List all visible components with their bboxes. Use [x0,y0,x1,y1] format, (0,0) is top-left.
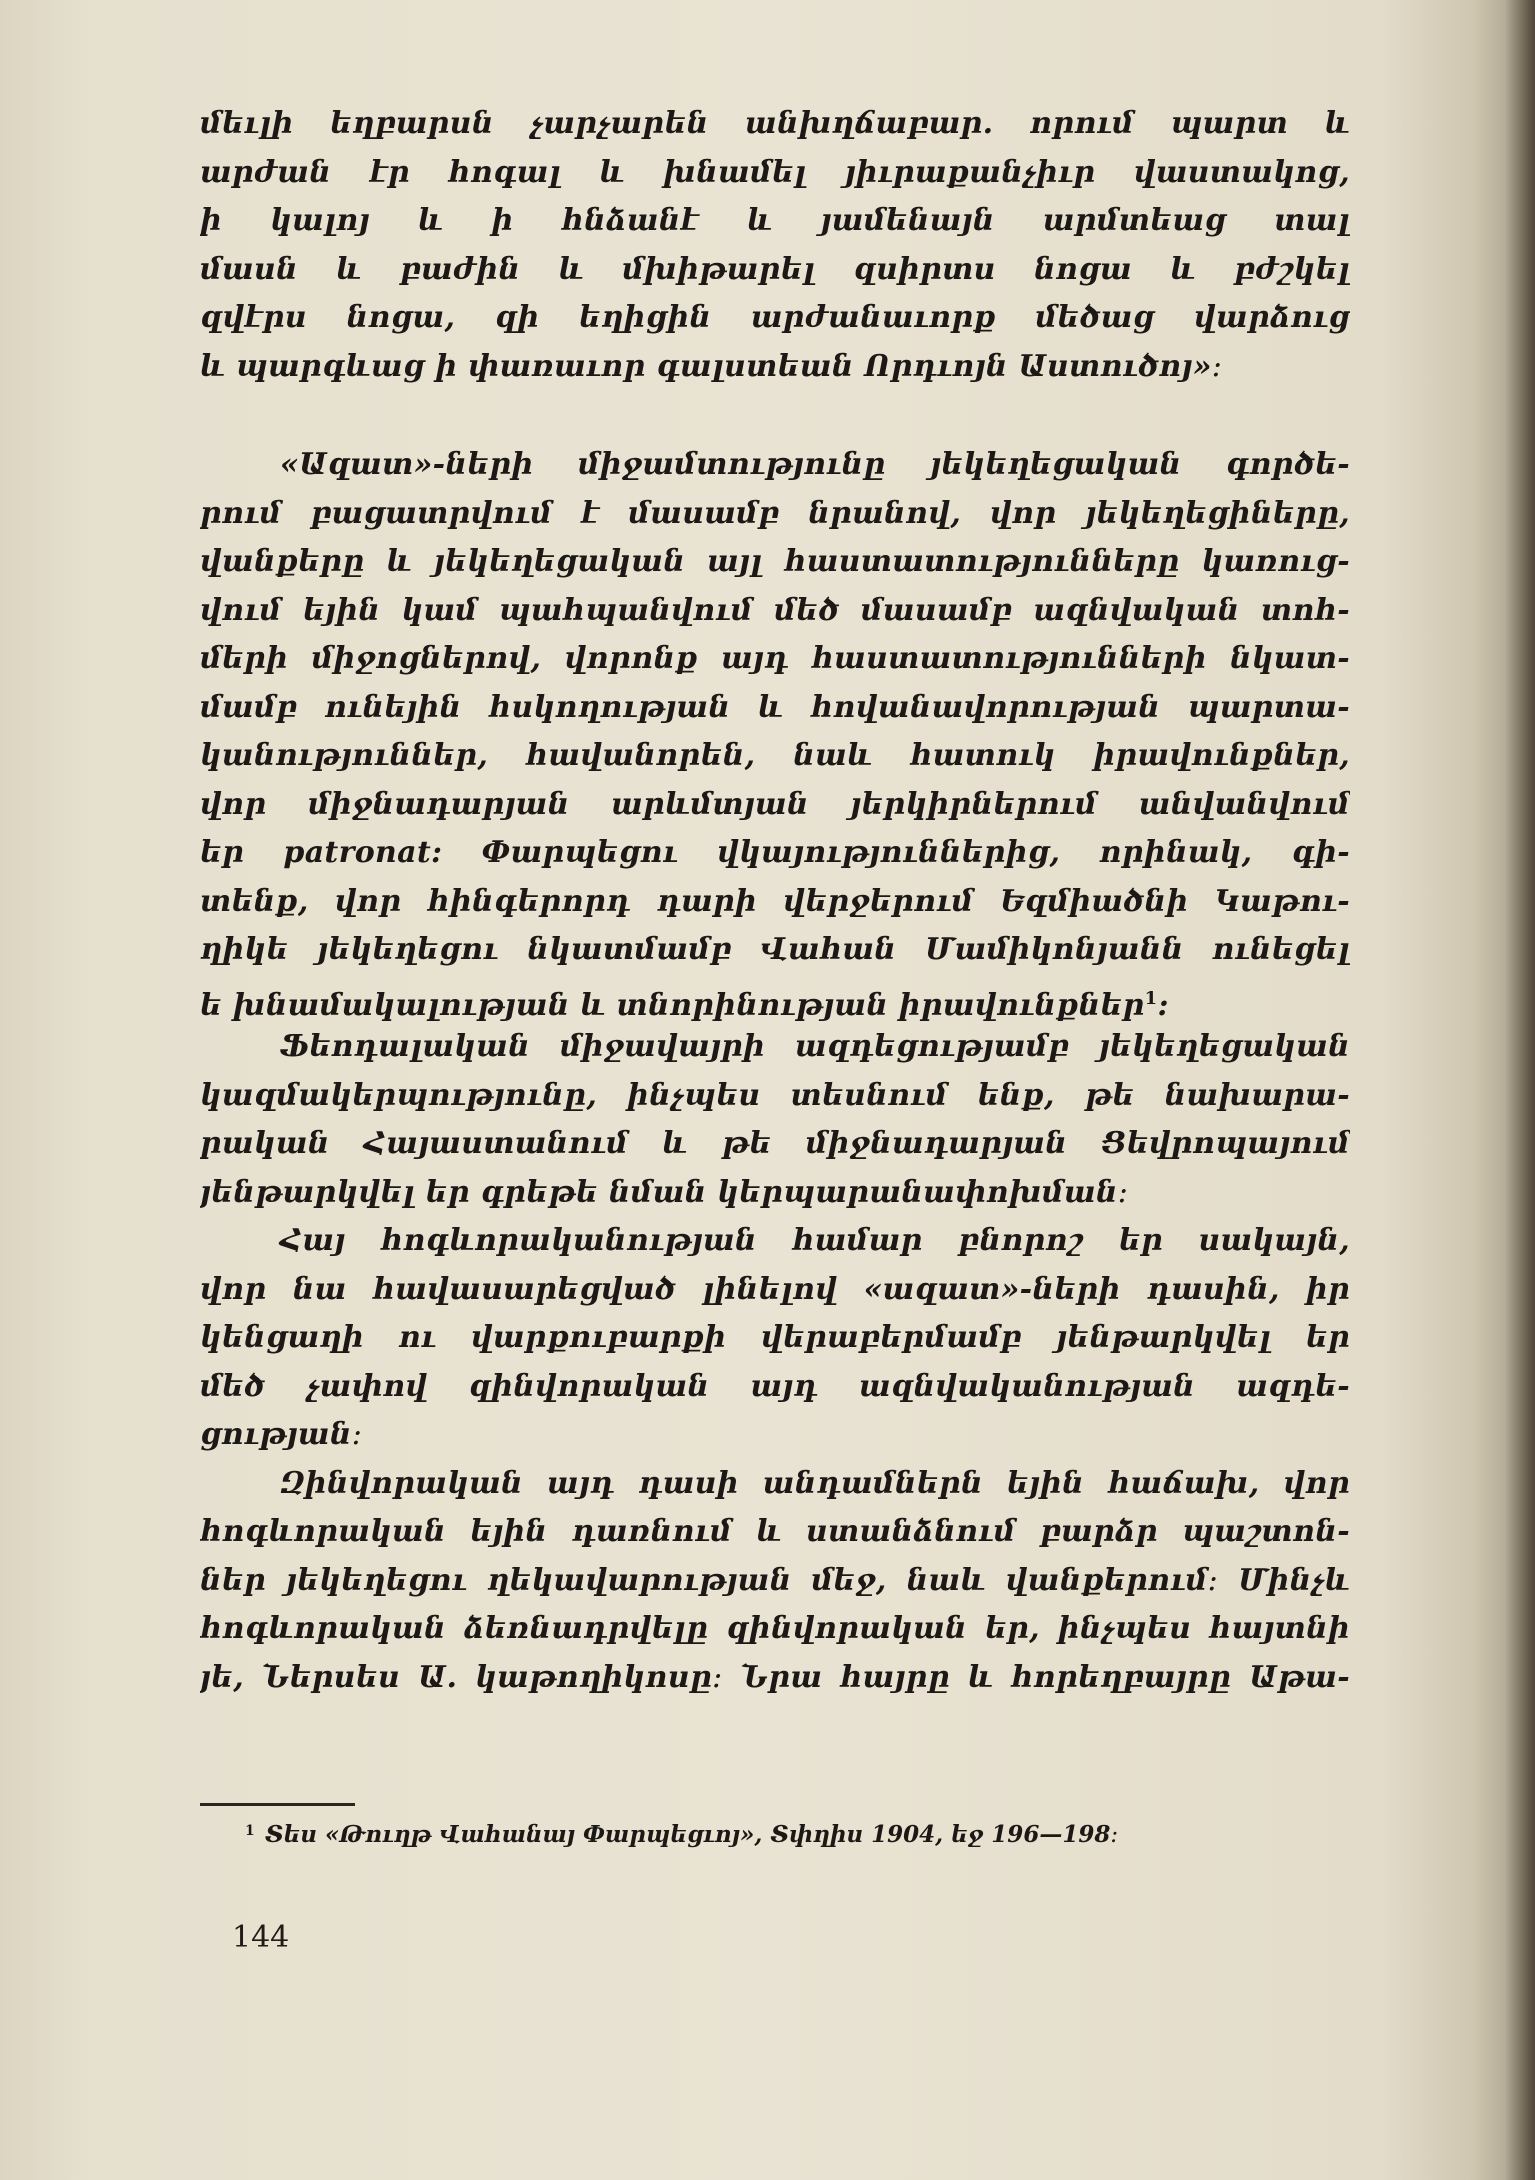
text-line: մերի միջոցներով, վորոնք այդ հաստատությունների նկատ- [200,641,1350,676]
text-line: մեւլի եղբարսն չարչարեն անխղճաբար. որում պարտ և [200,106,1350,141]
text-line: կենցաղի ու վարքուբարքի վերաբերմամբ յենթարկվել եր [200,1320,1350,1355]
text-line: ցության։ [200,1417,363,1452]
text-line: ղիկե յեկեղեցու նկատմամբ Վահան Մամիկոնյանն ունեցել [200,932,1350,967]
paragraph-azat-intervention [200,441,1350,1023]
text-line: արժան էր հոգալ և խնամել յիւրաքանչիւր վաստակոց, [200,154,1350,190]
paragraph-quote-end [200,100,1350,391]
paragraph-gap [200,391,1350,441]
text-line: կանություններ, հավանորեն, նաև հատուկ իրավունքներ, [200,738,1350,773]
text-line: եր patronat: Փարպեցու վկայություններից, որինակ, գի- [200,835,1350,870]
footnote-text: Տես «Թուղթ Վահանայ Փարպեցւոյ», Տփղիս 1904, եջ 196—198։ [265,1821,1119,1848]
page-number: 144 [232,1920,290,1955]
text-line: հոգևորական եյին դառնում և ստանձնում բարձր պաշտոն- [200,1514,1350,1549]
paragraph-feudal-environment [200,1023,1350,1217]
text-line: մեծ չափով զինվորական այդ ազնվականության ազդե- [200,1368,1350,1404]
text-line: Զինվորական այդ դասի անդամներն եյին հաճախ, վոր [280,1465,1350,1501]
paragraph-armenian-clergy [200,1217,1350,1460]
text-line: մամբ ունեյին հսկողության և հովանավորության պարտա- [200,689,1350,725]
text-line: ե խնամակալության և տնորինության իրավունքներ$^1$: [200,987,1169,1023]
text-line: կազմակերպությունը, ինչպես տեսնում ենք, թե նախարա- [200,1077,1350,1113]
text-line: ներ յեկեղեցու ղեկավարության մեջ, նաև վանքերում։ Մինչև [200,1562,1350,1598]
text-line: վոր նա հավասարեցված լինելով «ազատ»-ների դասին, իր [200,1271,1350,1307]
paragraph-military-class [200,1460,1350,1703]
text-line: վում եյին կամ պահպանվում մեծ մասամբ ազնվական տոհ- [200,592,1350,628]
text-line: վանքերը և յեկեղեցական այլ հաստատությունները կառուց- [200,544,1350,579]
text-line: հոգևորական ձեռնադրվելը զինվորական եր, ինչպես հայտնի [200,1611,1350,1646]
text-line: «Ազատ»-ների միջամտությունը յեկեղեցական գործե- [280,447,1350,482]
text-line-content: ե խնամակալության և տնորինության իրավունքներ [200,987,1145,1023]
text-line: Ֆեոդալական միջավայրի ազդեցությամբ յեկեղեցական [280,1029,1350,1064]
text-line: տենք, վոր հինգերորդ դարի վերջերում Եզմիածնի Կաթու- [200,883,1350,919]
text-line: յե, Ներսես Ա. կաթողիկոսը։ Նրա հայրը և հորեղբայրը Աթա- [200,1659,1350,1695]
footnote-divider [200,1803,355,1806]
footnote-marker: 1 [245,1823,255,1839]
book-spine-shadow [1505,0,1535,2180]
text-line: և պարգևաց ի փառաւոր գալստեան Որդւոյն Աստուծոյ»։ [200,348,1223,384]
text-line: րական Հայաստանում և թե միջնադարյան Ցեվրոպայում [200,1126,1350,1161]
text-line: Հայ հոգևորականության համար բնորոշ եր սակայն, [280,1223,1350,1258]
text-line: յենթարկվել եր գրեթե նման կերպարանափոխման։ [200,1174,1129,1210]
footnote-reference[interactable]: 1 [1144,987,1158,1009]
text-line: մասն և բաժին և մխիթարել զսիրտս նոցա և բժշկել [200,251,1350,287]
text-line: րում բացատրվում է մասամբ նրանով, վոր յեկեղեցիները, [200,495,1350,531]
text-line: ի կալոյ և ի հնձանէ և յամենայն արմտեաց տալ [200,203,1350,238]
body-text [200,100,1350,1702]
footnote [245,1820,1355,1850]
text-line: զվէրս նոցա, զի եղիցին արժանաւորք մեծաց վարձուց [200,300,1350,335]
text-line: վոր միջնադարյան արևմտյան յերկիրներում անվանվում [200,786,1350,822]
